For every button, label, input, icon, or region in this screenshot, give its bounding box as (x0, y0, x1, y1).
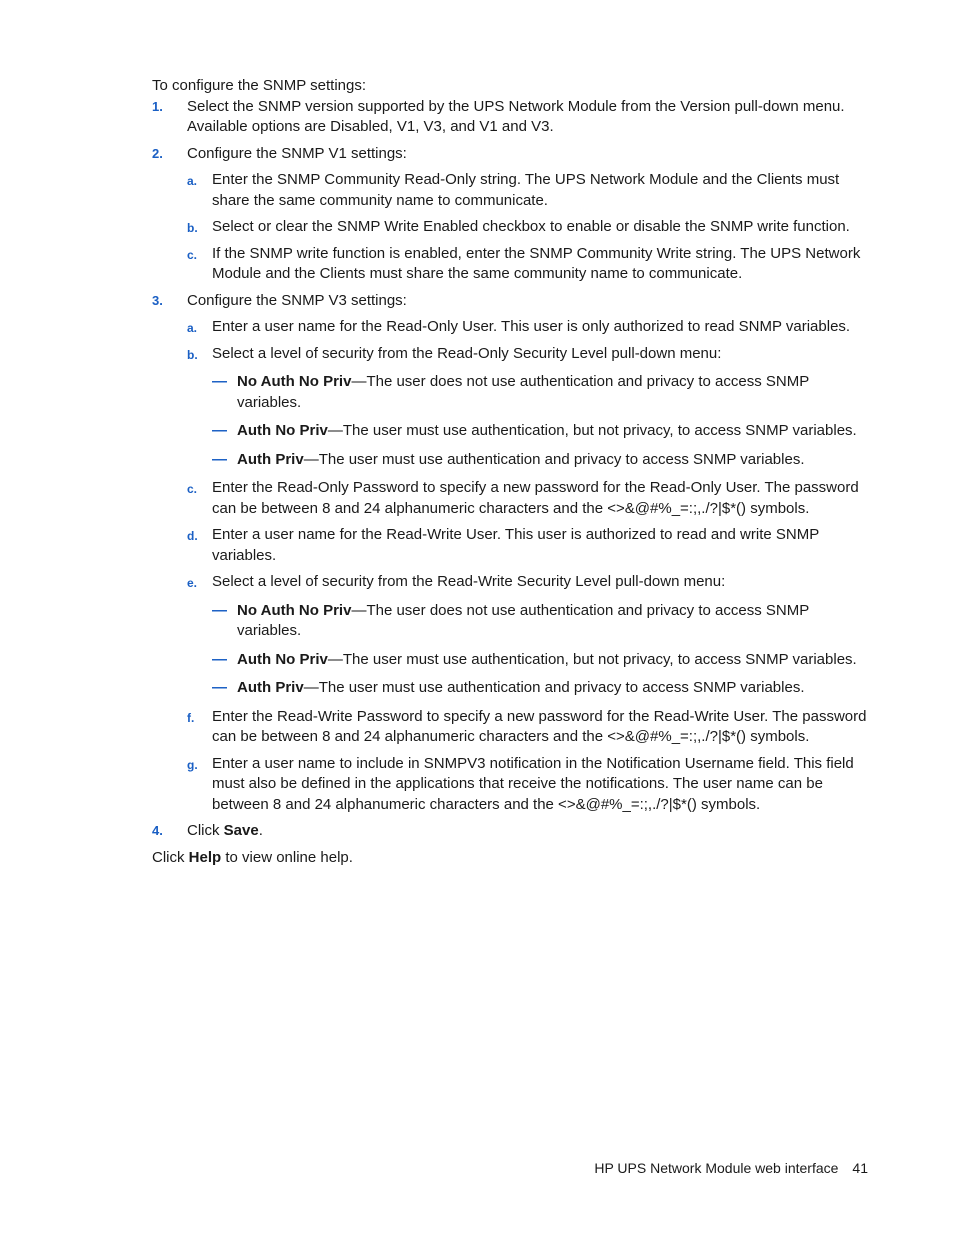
dash-bullet: — (212, 679, 227, 696)
step-text: Select the SNMP version supported by the UPS Network Module from the Version pull-down menu. Available options are Disabled, V1, V3, and V1 and V3. (187, 97, 845, 135)
dash-bullet: — (212, 650, 227, 668)
substep (187, 244, 874, 285)
security-level-desc: —The user must use authentication, but not privacy, to access SNMP variables. (327, 422, 857, 439)
help-term: Help (188, 848, 222, 866)
substep-text: Enter a user name for the Read-Write User. This user is authorized to read and write SNMP variables. (212, 526, 819, 564)
document-body (152, 76, 874, 868)
security-level-desc: —The user does not use authentication and privacy to access SNMP variables. (237, 373, 809, 411)
substep (187, 317, 874, 338)
step-1 (152, 97, 874, 138)
page-number: 41 (852, 1160, 868, 1176)
save-term: Save (223, 822, 259, 839)
substep (187, 217, 874, 238)
step-number: 3. (152, 292, 163, 308)
substep-text: Enter a user name for the Read-Only User. This user is only authorized to read SNMP variables. (212, 318, 851, 335)
substep-letter: d. (187, 529, 198, 543)
substep-letter: g. (187, 757, 198, 772)
substeps-list (187, 170, 874, 285)
security-level-desc: —The user must use authentication and privacy to access SNMP variables. (303, 679, 805, 696)
security-level-item (212, 650, 874, 671)
security-level-desc: —The user does not use authentication and privacy to access SNMP variables. (237, 601, 809, 639)
substep-letter: c. (187, 482, 198, 496)
outro-text (152, 848, 874, 869)
dash-bullet: — (212, 601, 227, 619)
steps-list (152, 97, 874, 842)
security-level-item (212, 421, 874, 442)
security-level-term: Auth Priv (237, 679, 304, 696)
substep (187, 754, 874, 816)
security-level-list (212, 601, 874, 699)
security-level-term: Auth Priv (237, 450, 304, 468)
outro-post: to view online help. (221, 848, 353, 866)
dash-bullet: — (212, 450, 227, 468)
security-level-desc: —The user must use authentication and privacy to access SNMP variables. (303, 450, 805, 468)
substep (187, 170, 874, 211)
step-number: 2. (152, 145, 163, 161)
security-level-list (212, 372, 874, 470)
security-level-item (212, 601, 874, 642)
substep-letter: a. (187, 174, 198, 188)
substep (187, 572, 874, 699)
substep-text: Enter the Read-Only Password to specify a new password for the Read-Only User. The password can be between 8 and 24 alphanumeric characters and the <>&@#%_=:;,./?|$*() symbols. (212, 479, 859, 517)
security-level-item (212, 450, 874, 471)
security-level-term: No Auth No Priv (237, 601, 352, 619)
step-number: 1. (152, 98, 163, 114)
step-2 (152, 144, 874, 285)
step-number: 4. (152, 823, 163, 838)
substep-letter: c. (187, 247, 198, 262)
footer-title: HP UPS Network Module web interface (594, 1160, 839, 1176)
step-4 (152, 821, 874, 842)
substep-text: Select a level of security from the Read-Only Security Level pull-down menu: (212, 344, 722, 362)
security-level-desc: —The user must use authentication, but not privacy, to access SNMP variables. (327, 650, 857, 668)
step-3 (152, 291, 874, 816)
step-text: Configure the SNMP V3 settings: (187, 291, 407, 309)
substep-letter: f. (187, 710, 195, 725)
security-level-term: Auth No Priv (237, 422, 328, 439)
substep (187, 478, 874, 519)
substep-text: If the SNMP write function is enabled, enter the SNMP Community Write string. The UPS Network Module and the Clients must share the same community name to communicate. (212, 244, 861, 282)
substep (187, 707, 874, 748)
step-text-post: . (258, 822, 263, 839)
substep-text: Enter the Read-Write Password to specify a new password for the Read-Write User. The password can be between 8 and 24 alphanumeric characters and the <>&@#%_=:;,./?|$*() symbols. (212, 707, 867, 745)
substep-text: Enter the SNMP Community Read-Only string. The UPS Network Module and the Clients must share the same community name to communicate. (212, 171, 840, 209)
substep-text: Select or clear the SNMP Write Enabled checkbox to enable or disable the SNMP write function. (212, 218, 850, 235)
substep-letter: e. (187, 576, 198, 590)
step-text-pre: Click (187, 822, 224, 839)
outro-pre: Click (152, 848, 189, 866)
substep-letter: a. (187, 321, 198, 335)
substep-letter: b. (187, 347, 198, 362)
security-level-item (212, 372, 874, 413)
security-level-term: No Auth No Priv (237, 373, 352, 390)
substeps-list (187, 317, 874, 815)
substep-letter: b. (187, 221, 198, 235)
substep-text: Select a level of security from the Read-Write Security Level pull-down menu: (212, 573, 726, 590)
security-level-item (212, 678, 874, 699)
substep-text: Enter a user name to include in SNMPV3 notification in the Notification Username field. This field must also be defined in the applications that receive the notifications. The user name can be between 8 and 24 alphanumeric characters and the <>&@#%_=:;,./?|$*() symbols. (212, 754, 854, 813)
dash-bullet: — (212, 422, 227, 439)
security-level-term: Auth No Priv (237, 650, 328, 668)
substep (187, 344, 874, 471)
substep (187, 525, 874, 566)
dash-bullet: — (212, 373, 227, 390)
intro-text: To configure the SNMP settings: (152, 77, 366, 94)
page-footer (594, 1158, 868, 1179)
step-text: Configure the SNMP V1 settings: (187, 144, 407, 162)
